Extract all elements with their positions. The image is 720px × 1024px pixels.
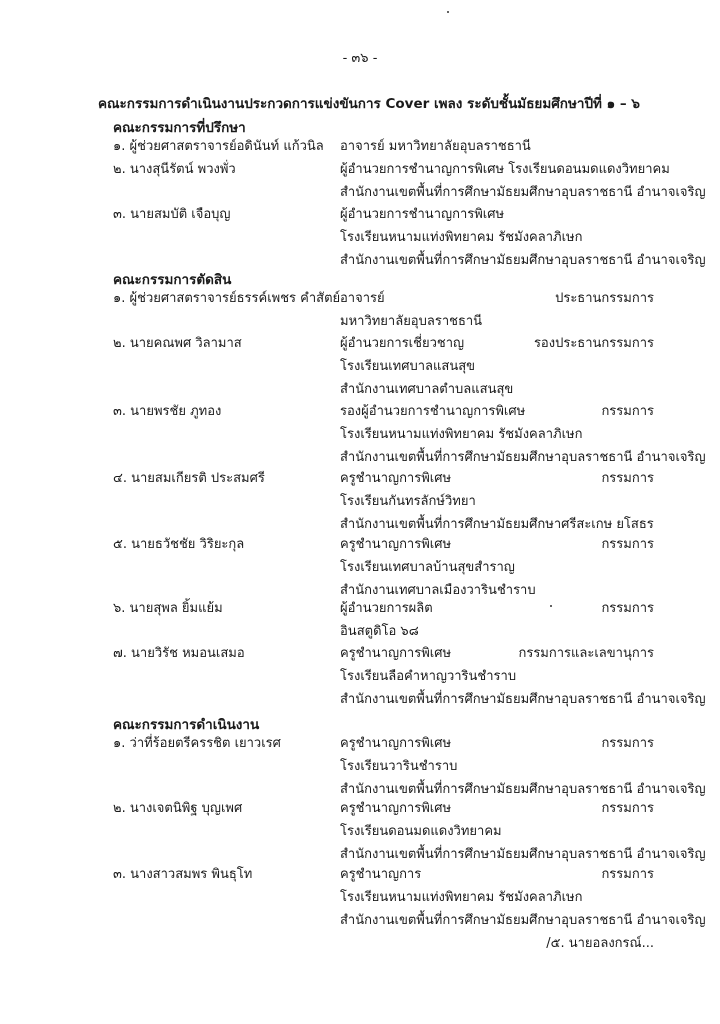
member-position: ผู้อำนวยการชำนาญการพิเศษ bbox=[340, 207, 505, 222]
member-affiliation: สำนักงานเขตพื้นที่การศึกษามัธยมศึกษาศรีสะเกษ ยโสธร bbox=[340, 517, 654, 532]
member-position: ครูชำนาญการพิเศษ bbox=[340, 801, 452, 816]
member-name: ๗. นายวิรัช หมอนเสมอ bbox=[113, 646, 245, 661]
member-name: ๓. นายสมบัติ เจือบุญ bbox=[113, 207, 231, 222]
section-heading-operations: คณะกรรมการดำเนินงาน bbox=[113, 717, 260, 733]
member-role: ประธานกรรมการ bbox=[555, 291, 654, 306]
member-role: กรรมการ bbox=[601, 736, 654, 751]
member-affiliation: อินสตูดิโอ ๖๘ bbox=[340, 624, 419, 639]
member-name: ๑. ผู้ช่วยศาสตราจารย์อดินันท์ แก้วนิล bbox=[113, 139, 324, 154]
member-name: ๓. นางสาวสมพร พินธุโท bbox=[113, 867, 253, 882]
member-affiliation: สำนักงานเขตพื้นที่การศึกษามัธยมศึกษาอุบลราชธานี อำนาจเจริญ bbox=[340, 185, 706, 200]
member-affiliation: โรงเรียนหนามแท่งพิทยาคม รัชมังคลาภิเษก bbox=[340, 890, 583, 905]
member-position: อาจารย์ bbox=[340, 291, 385, 306]
member-affiliation: โรงเรียนกันทรลักษ์วิทยา bbox=[340, 494, 476, 509]
member-position: รองผู้อำนวยการชำนาญการพิเศษ bbox=[340, 404, 526, 419]
member-affiliation: สำนักงานเขตพื้นที่การศึกษามัธยมศึกษาอุบลราชธานี อำนาจเจริญ bbox=[340, 692, 706, 707]
member-name: ๓. นายพรชัย ภูทอง bbox=[113, 404, 222, 419]
scan-speck bbox=[447, 11, 449, 13]
member-affiliation: โรงเรียนลือคำหาญวารินชำราบ bbox=[340, 669, 517, 684]
member-name: ๒. นายคณพศ วิลามาส bbox=[113, 336, 242, 351]
document-title: คณะกรรมการดำเนินงานประกวดการแข่งขันการ Cover เพลง ระดับชั้นมัธยมศึกษาปีที่ ๑ – ๖ bbox=[98, 96, 640, 112]
member-position: ผู้อำนวยการเชี่ยวชาญ bbox=[340, 336, 465, 351]
member-name: ๖. นายสุพล ยิ้มแย้ม bbox=[113, 601, 223, 616]
member-role: กรรมการ bbox=[601, 537, 654, 552]
member-position: ผู้อำนวยการชำนาญการพิเศษ โรงเรียนดอนมดแดงวิทยาคม bbox=[340, 162, 670, 177]
member-role: กรรมการ bbox=[601, 404, 654, 419]
member-affiliation: โรงเรียนดอนมดแดงวิทยาคม bbox=[340, 824, 502, 839]
member-affiliation: สำนักงานเขตพื้นที่การศึกษามัธยมศึกษาอุบลราชธานี อำนาจเจริญ bbox=[340, 450, 706, 465]
continuation-note: /๕. นายอลงกรณ์... bbox=[546, 936, 654, 951]
member-name: ๑. ผู้ช่วยศาสตราจารย์ธรรค์เพชร คำสัตย์ bbox=[113, 291, 341, 306]
member-name: ๔. นายสมเกียรติ ประสมศรี bbox=[113, 471, 265, 486]
member-name: ๑. ว่าที่ร้อยตรีครรชิต เยาวเรศ bbox=[113, 736, 281, 751]
member-role: กรรมการ bbox=[601, 471, 654, 486]
member-affiliation: สำนักงานเทศบาลตำบลแสนสุข bbox=[340, 382, 514, 397]
member-name: ๒. นางสุนีรัตน์ พวงพั่ว bbox=[113, 162, 236, 177]
member-position: ผู้อำนวยการผลิต bbox=[340, 601, 433, 616]
section-heading-judges: คณะกรรมการตัดสิน bbox=[113, 272, 232, 288]
member-position: ครูชำนาญการ bbox=[340, 867, 422, 882]
member-affiliation: โรงเรียนหนามแท่งพิทยาคม รัชมังคลาภิเษก bbox=[340, 427, 583, 442]
member-position: ครูชำนาญการพิเศษ bbox=[340, 646, 452, 661]
member-affiliation: โรงเรียนหนามแท่งพิทยาคม รัชมังคลาภิเษก bbox=[340, 230, 583, 245]
member-position: ครูชำนาญการพิเศษ bbox=[340, 537, 452, 552]
member-affiliation: สำนักงานเขตพื้นที่การศึกษามัธยมศึกษาอุบลราชธานี อำนาจเจริญ bbox=[340, 913, 706, 928]
member-role: กรรมการ bbox=[601, 601, 654, 616]
member-affiliation: โรงเรียนเทศบาลบ้านสุขสำราญ bbox=[340, 560, 515, 575]
member-role: กรรมการและเลขานุการ bbox=[518, 646, 654, 661]
member-role: รองประธานกรรมการ bbox=[533, 336, 654, 351]
member-role: กรรมการ bbox=[601, 867, 654, 882]
member-position: อาจารย์ มหาวิทยาลัยอุบลราชธานี bbox=[340, 139, 531, 154]
member-affiliation: มหาวิทยาลัยอุบลราชธานี bbox=[340, 314, 483, 329]
section-heading-advisors: คณะกรรมการที่ปรึกษา bbox=[113, 120, 246, 136]
member-affiliation: สำนักงานเขตพื้นที่การศึกษามัธยมศึกษาอุบลราชธานี อำนาจเจริญ bbox=[340, 847, 706, 862]
scan-speck bbox=[550, 605, 552, 607]
member-affiliation: โรงเรียนวารินชำราบ bbox=[340, 759, 458, 774]
member-affiliation: โรงเรียนเทศบาลแสนสุข bbox=[340, 359, 476, 374]
member-name: ๒. นางเจตนิพิฐ บุญเพศ bbox=[113, 801, 243, 816]
member-role: กรรมการ bbox=[601, 801, 654, 816]
member-position: ครูชำนาญการพิเศษ bbox=[340, 736, 452, 751]
member-affiliation: สำนักงานเขตพื้นที่การศึกษามัธยมศึกษาอุบลราชธานี อำนาจเจริญ bbox=[340, 253, 706, 268]
member-position: ครูชำนาญการพิเศษ bbox=[340, 471, 452, 486]
member-affiliation: สำนักงานเทศบาลเมืองวารินชำราบ bbox=[340, 583, 536, 598]
member-affiliation: สำนักงานเขตพื้นที่การศึกษามัธยมศึกษาอุบลราชธานี อำนาจเจริญ bbox=[340, 782, 706, 797]
page-number: - ๓๖ - bbox=[342, 51, 378, 66]
member-name: ๕. นายธวัชชัย วิริยะกุล bbox=[113, 537, 245, 552]
